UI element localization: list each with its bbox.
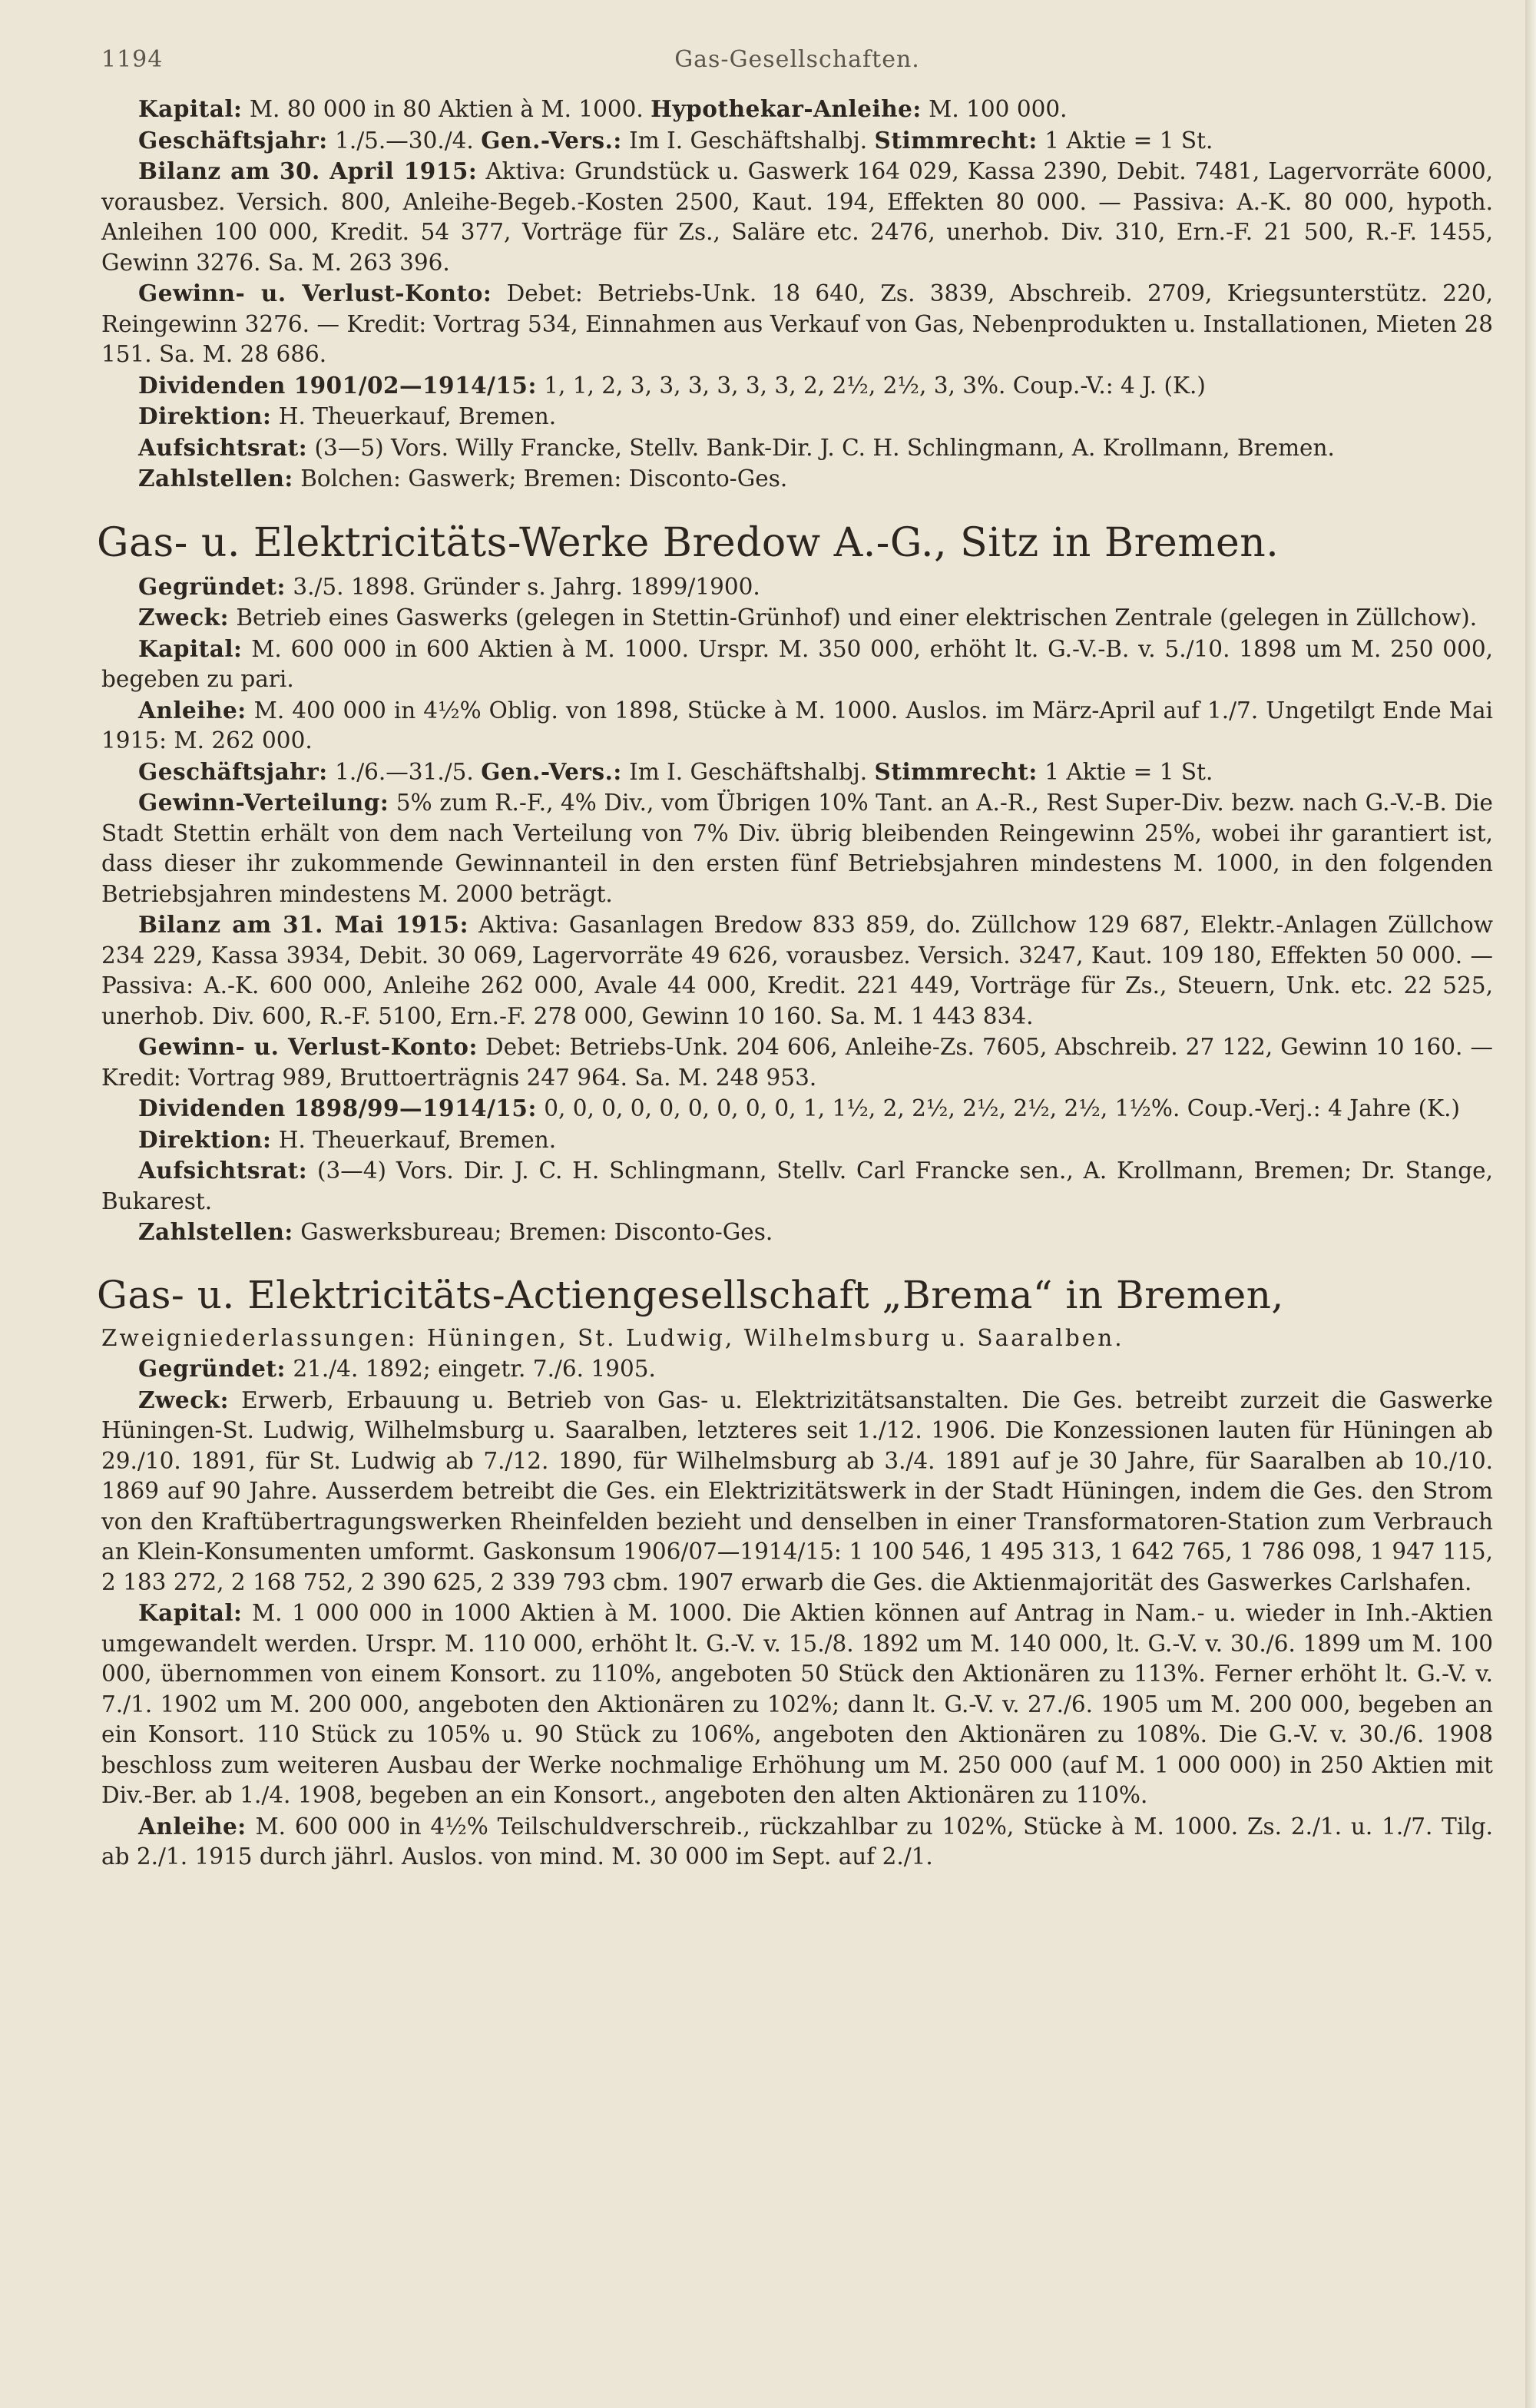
loan-paragraph: Anleihe: M. 400 000 in 4½% Oblig. von 1898, Stücke à M. 1000. Auslos. im März-April auf 1./7. Ungetilgt Ende Mai 1915: M. 262 000. bbox=[101, 696, 1493, 754]
fiscal-line: Geschäftsjahr: 1./5.—30./4. Gen.-Vers.: Im I. Geschäftshalbj. Stimmrecht: 1 Aktie = 1 St. bbox=[138, 126, 1213, 154]
direction-line: Direktion: H. Theuerkauf, Bremen. bbox=[138, 1125, 557, 1153]
page-number: 1194 bbox=[101, 46, 164, 73]
supervisory-board: Aufsichtsrat: (3—5) Vors. Willy Francke, Stellv. Bank-Dir. J. C. H. Schlingmann, A. Krollmann, Bremen. bbox=[138, 433, 1335, 461]
entry-section-2 bbox=[97, 518, 1493, 1248]
capital-paragraph: Kapital: M. 600 000 in 600 Aktien à M. 1000. Urspr. M. 350 000, erhöht lt. G.-V.-B. v. 5./10. 1898 um M. 250 000, begeben zu pari. bbox=[101, 634, 1493, 692]
supervisory-board: Aufsichtsrat: (3—4) Vors. Dir. J. C. H. Schlingmann, Stellv. Carl Francke sen., A. Krollmann, Bremen; Dr. Stange, Bukarest. bbox=[101, 1157, 1493, 1214]
purpose-paragraph: Zweck: Erwerb, Erbauung u. Betrieb von Gas- u. Elektrizitätsanstalten. Die Ges. betreibt zurzeit die Gaswerke Hüningen-St. Ludwig, Wilhelmsburg u. Saaralben, letzteres seit 1./12. 1906. Die Konzessionen lauten für Hüningen ab 29./10. 1891, für St. Ludwig ab 7./12. 1890, für Wilhelmsburg ab 3./4. 1891 auf je 30 Jahre, für Saaralben ab 10./10. 1869 auf 90 Jahre. Ausserdem betreibt die Ges. ein Elektrizitätswerk in der Stadt Hüningen, indem die Ges. den Strom von den Kraftübertragungswerken Rheinfelden bezieht und denselben in einer Transformatoren-Station zum Verbrauch an Klein-Konsumenten umformt. Gaskonsum 1906/07—1914/15: 1 100 546, 1 495 313, 1 642 765, 1 786 098, 1 947 115, 2 183 272, 2 168 752, 2 390 625, 2 339 793 cbm. 1907 erwarb die Ges. die Aktienmajorität des Gaswerkes Carlshafen. bbox=[101, 1386, 1493, 1595]
loan-paragraph: Anleihe: M. 600 000 in 4½% Teilschuldverschreib., rückzahlbar zu 102%, Stücke à M. 1000. Zs. 2./1. u. 1./7. Tilg. ab 2./1. 1915 durch jährl. Auslos. von mind. M. 30 000 im Sept. auf 2./1. bbox=[101, 1812, 1493, 1870]
capital-paragraph: Kapital: M. 1 000 000 in 1000 Aktien à M. 1000. Die Aktien können auf Antrag in Nam.- u. wieder in Inh.-Aktien umgewandelt werden. Urspr. M. 110 000, erhöht lt. G.-V. v. 15./8. 1892 um M. 140 000, lt. G.-V. v. 30./6. 1899 um M. 100 000, übernommen von einem Konsort. zu 110%, angeboten 50 Stück den Aktionären zu 113%. Ferner erhöht lt. G.-V. v. 7./1. 1902 um M. 200 000, angeboten den Aktionären zu 102%; dann lt. G.-V. v. 27./6. 1905 um M. 200 000, begeben an ein Konsort. 110 Stück zu 105% u. 90 Stück zu 106%, angeboten den Aktionären zu 108%. Die G.-V. v. 30./6. 1908 beschloss zum weiteren Ausbau der Werke nochmalige Erhöhung um M. 250 000 (auf M. 1 000 000) in 250 Aktien mit Div.-Ber. ab 1./4. 1908, begeben an ein Konsort., angeboten den alten Aktionären zu 110%. bbox=[101, 1599, 1493, 1808]
balance-paragraph: Bilanz am 30. April 1915: Aktiva: Grundstück u. Gaswerk 164 029, Kassa 2390, Debit. 7481, Lagervorräte 6000, vorausbez. Versich. 800, Anleihe-Begeb.-Kosten 2500, Kaut. 194, Effekten 80 000. — Passiva: A.-K. 80 000, hypoth. Anleihen 100 000, Kredit. 54 377, Vorträge für Zs., Saläre etc. 2476, unerhob. Div. 310, Ern.-F. 21 500, R.-F. 1455, Gewinn 3276. Sa. M. 263 396. bbox=[101, 157, 1493, 276]
paying-agents: Zahlstellen: Bolchen: Gaswerk; Bremen: Disconto-Ges. bbox=[138, 465, 788, 492]
founded-line: Gegründet: 21./4. 1892; eingetr. 7./6. 1905. bbox=[138, 1355, 656, 1382]
entry-section-1 bbox=[101, 94, 1493, 495]
profit-distribution-paragraph: Gewinn-Verteilung: 5% zum R.-F., 4% Div., vom Übrigen 10% Tant. an A.-R., Rest Super-Div. bezw. nach G.-V.-B. Die Stadt Stettin erhält von dem nach Verteilung von 7% Div. übrig bleibenden Reingewinn 25%, wobei ihr garantiert ist, dass dieser ihr zukommende Gewinnanteil in den ersten fünf Betriebsjahren mindestens M. 1000, in den folgenden Betriebsjahren mindestens M. 2000 beträgt. bbox=[101, 789, 1493, 907]
fiscal-line: Geschäftsjahr: 1./6.—31./5. Gen.-Vers.: Im I. Geschäftshalbj. Stimmrecht: 1 Aktie = 1 St. bbox=[138, 757, 1213, 785]
dividends-line: Dividenden 1901/02—1914/15: 1, 1, 2, 3, 3, 3, 3, 3, 3, 2, 2½, 2½, 3, 3%. Coup.-V.: 4 J. (K.) bbox=[138, 371, 1206, 399]
company-title-bredow: Gas- u. Elektricitäts-Werke Bredow A.-G., Sitz in Bremen. bbox=[97, 519, 1279, 566]
dividends-line: Dividenden 1898/99—1914/15: 0, 0, 0, 0, 0, 0, 0, 0, 0, 1, 1½, 2, 2½, 2½, 2½, 2½, 1½%. Coup.-Verj.: 4 Jahre (K.) bbox=[138, 1095, 1461, 1121]
founded-line: Gegründet: 3./5. 1898. Gründer s. Jahrg. 1899/1900. bbox=[138, 572, 760, 600]
purpose-paragraph: Zweck: Betrieb eines Gaswerks (gelegen in Stettin-Grünhof) und einer elektrischen Zentrale (gelegen in Züllchow). bbox=[138, 604, 1478, 631]
capital-line: Kapital: M. 80 000 in 80 Aktien à M. 1000. Hypothekar-Anleihe: M. 100 000. bbox=[138, 95, 1068, 122]
running-title: Gas-Gesellschaften. bbox=[674, 46, 920, 73]
page-header bbox=[101, 46, 1493, 94]
profit-loss-paragraph: Gewinn- u. Verlust-Konto: Debet: Betriebs-Unk. 204 606, Anleihe-Zs. 7605, Abschreib. 27 122, Gewinn 10 160. — Kredit: Vortrag 989, Bruttoerträgnis 247 964. Sa. M. 248 953. bbox=[101, 1033, 1493, 1091]
profit-loss-paragraph: Gewinn- u. Verlust-Konto: Debet: Betriebs-Unk. 18 640, Zs. 3839, Abschreib. 2709, Kriegsunterstütz. 220, Reingewinn 3276. — Kredit: Vortrag 534, Einnahmen aus Verkauf von Gas, Nebenprodukten u. Installationen, Mieten 28 151. Sa. M. 28 686. bbox=[101, 280, 1493, 367]
direction-line: Direktion: H. Theuerkauf, Bremen. bbox=[138, 402, 557, 429]
company-title-brema: Gas- u. Elektricitäts-Actiengesellschaft „Brema“ in Bremen, bbox=[97, 1272, 1284, 1317]
branches-line: Zweigniederlassungen: Hüningen, St. Ludwig, Wilhelmsburg u. Saaralben. bbox=[101, 1324, 1124, 1351]
balance-paragraph: Bilanz am 31. Mai 1915: Aktiva: Gasanlagen Bredow 833 859, do. Züllchow 129 687, Elektr.-Anlagen Züllchow 234 229, Kassa 3934, Debit. 30 069, Lagervorräte 49 626, vorausbez. Versich. 3247, Kaut. 109 180, Effekten 50 000. — Passiva: A.-K. 600 000, Anleihe 262 000, Avale 44 000, Kredit. 221 449, Vorträge für Zs., Steuern, Unk. etc. 22 525, unerhob. Div. 600, R.-F. 5100, Ern.-F. 278 000, Gewinn 10 160. Sa. M. 1 443 834. bbox=[101, 911, 1493, 1029]
entry-section-3 bbox=[97, 1270, 1493, 1873]
paying-agents: Zahlstellen: Gaswerksbureau; Bremen: Disconto-Ges. bbox=[138, 1218, 773, 1245]
page-edge bbox=[1525, 0, 1536, 2408]
